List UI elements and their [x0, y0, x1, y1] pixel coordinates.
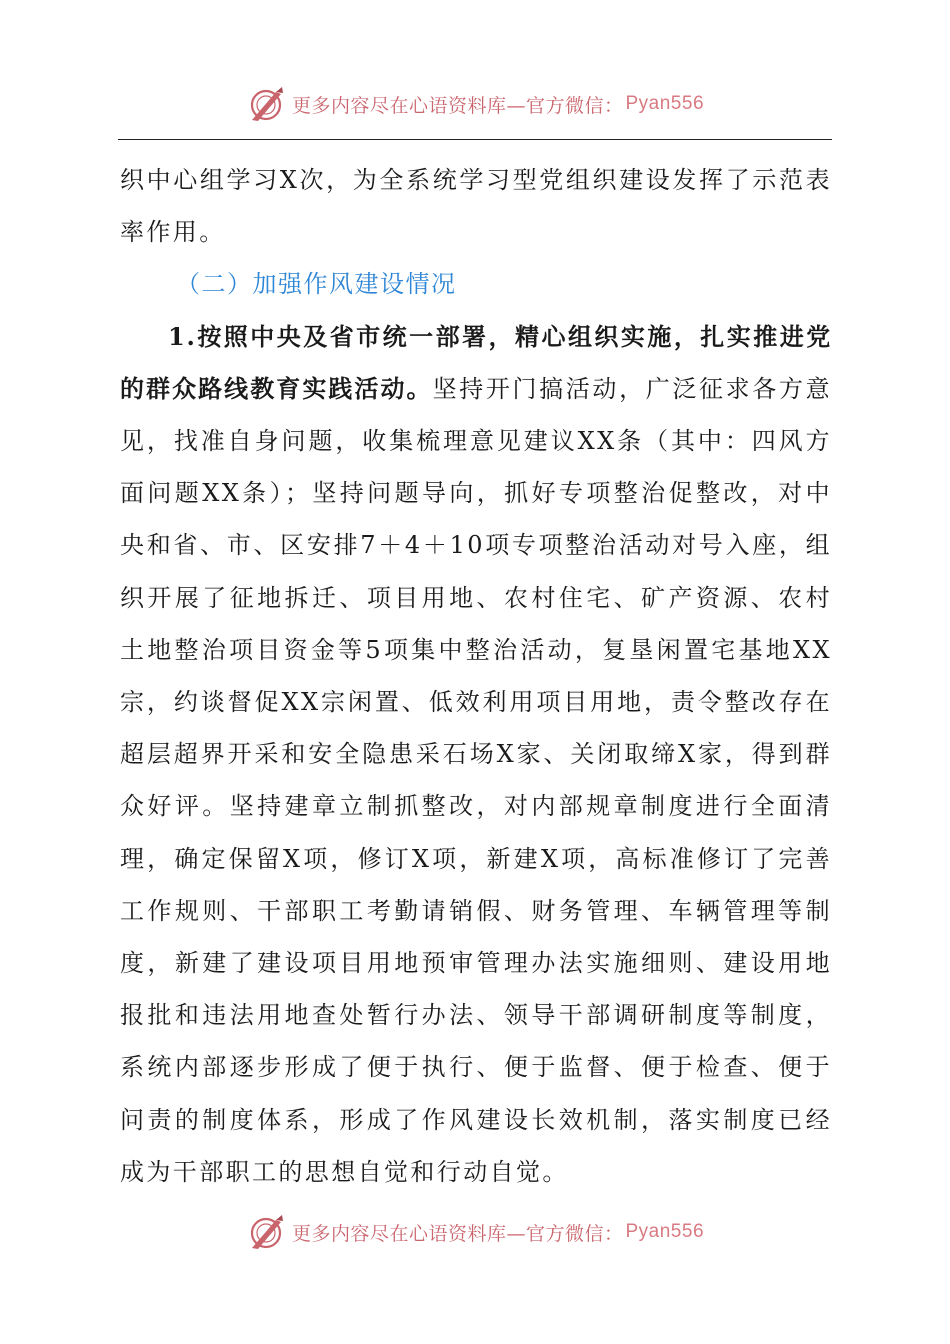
watermark-id: Pyan556: [625, 93, 705, 114]
footer-watermark: [0, 1210, 950, 1254]
item-1-paragraph: [120, 311, 832, 1198]
pen-circle-logo-icon: [246, 1212, 286, 1252]
section-heading: （二）加强作风建设情况: [176, 270, 457, 299]
watermark-text: 更多内容尽在心语资料库—官方微信：: [291, 1222, 624, 1245]
item-1-body: 坚持开门搞活动，广泛征求各方意见，找准自身问题，收集梳理意见建议XX条（其中：四风方面问题XX条）；坚持问题导向，抓好专项整治促整改，对中央和省、市、区安排7＋4＋10项专项整治活动对号入座，组织开展了征地拆迁、项目用地、农村住宅、矿产资源、农村土地整治项目资金等5项集中整治活动，复垦闲置宅基地XX宗，约谈督促XX宗闲置、低效利用项目用地，责令整改存在超层超界开采和安全隐患采石场X家、关闭取缔X家，得到群众好评。坚持建章立制抓整改，对内部规章制度进行全面清理，确定保留X项，修订X项，新建X项，高标准修订了完善工作规则、干部职工考勤请销假、财务管理、车辆管理等制度，新建了建设项目用地预审管理办法实施细则、建设用地报批和违法用地查处暂行办法、领导干部调研制度等制度，系统内部逐步形成了便于执行、便于监督、便于检查、便于问责的制度体系，形成了作风建设长效机制，落实制度已经成为干部职工的思想自觉和行动自觉。: [120, 374, 833, 1186]
continuation-paragraph: 织中心组学习X次，为全系统学习型党组织建设发挥了示范表率作用。: [120, 166, 832, 247]
watermark-id: Pyan556: [625, 1221, 705, 1242]
pen-circle-logo-icon: [246, 84, 286, 124]
header-divider: [118, 139, 832, 140]
document-body: [120, 154, 832, 1198]
header-watermark: [0, 82, 950, 126]
item-1-title: 1.按照中央及省市统一部署，精心组织实施，扎实推进党的群众路线教育实践活动。: [120, 321, 832, 403]
watermark-text: 更多内容尽在心语资料库—官方微信：: [291, 94, 624, 117]
